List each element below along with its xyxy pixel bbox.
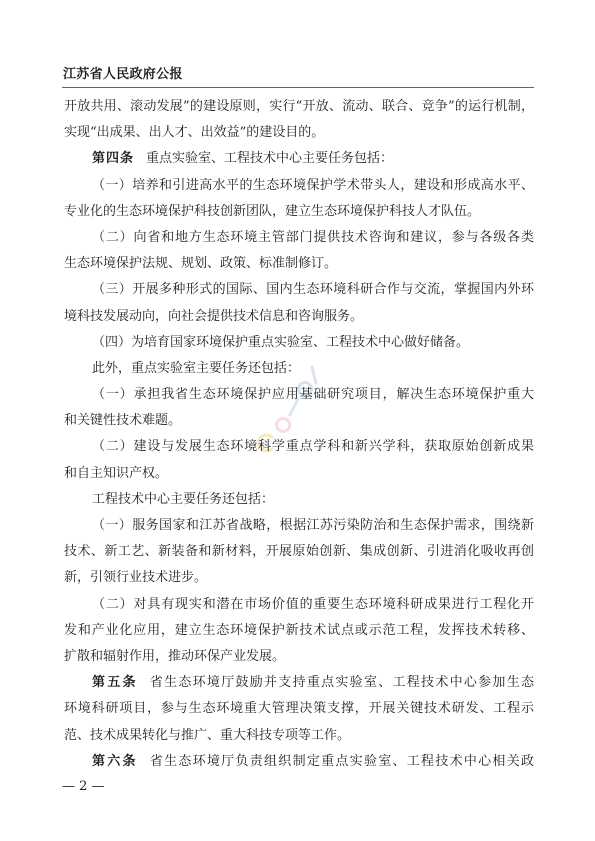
article-5 — [64, 670, 534, 749]
article-6-first-line — [64, 749, 534, 775]
text-line: 扩散和辐射作用，推动环保产业发展。 — [64, 648, 286, 664]
lab-item-2 — [64, 434, 534, 486]
text-line: （一）承担我省生态环境保护应用基础研究项目，解决生态环境保护重大 — [92, 387, 534, 403]
center-item-1 — [64, 513, 534, 592]
text-line: （四）为培育国家环境保护重点实验室、工程技术中心做好储备。 — [92, 334, 470, 350]
text-line: 省生态环境厅鼓励并支持重点实验室、工程技术中心参加生态 — [149, 675, 534, 691]
article-intro-text: 重点实验室、工程技术中心主要任务包括： — [146, 151, 394, 167]
header-divider — [62, 87, 534, 88]
text-line: 开放共用、滚动发展”的建设原则，实行“开放、流动、联合、竞争”的运行机制， — [64, 99, 534, 114]
text-line: （二）对具有现实和潜在市场价值的重要生态环境科研成果进行工程化开 — [92, 596, 534, 612]
text-line: 专业化的生态环境保护科技创新团队，建立生态环境保护科技人才队伍。 — [64, 203, 481, 219]
article-4-item-4 — [64, 330, 534, 356]
article-label: 第六条 — [92, 753, 138, 769]
text-line: （一）培养和引进高水平的生态环境保护学术带头人，建设和形成高水平、 — [92, 177, 534, 193]
article-4-item-2 — [64, 225, 534, 277]
center-item-2 — [64, 592, 534, 671]
article-4-item-3 — [64, 277, 534, 329]
text-line: 境科技发展动向，向社会提供技术信息和咨询服务。 — [64, 308, 364, 324]
text-line: 发和产业化应用，建立生态环境保护新技术试点或示范工程，发挥技术转移、 — [64, 622, 534, 638]
publication-title: 江苏省人民政府公报 — [63, 67, 183, 82]
text-line: （二）向省和地方生态环境主管部门提供技术咨询和建议，参与各级各类 — [92, 229, 534, 245]
lab-tasks-intro: 此外，重点实验室主要任务还包括： — [92, 360, 301, 376]
article-4-item-1 — [64, 173, 534, 225]
text-line: 省生态环境厅负责组织制定重点实验室、工程技术中心相关政 — [149, 753, 534, 769]
text-line: 和关键性技术难题。 — [64, 413, 182, 429]
center-tasks-intro: 工程技术中心主要任务还包括： — [92, 491, 275, 507]
text-line: （二）建设与发展生态环境科学重点学科和新兴学科，获取原始创新成果 — [92, 439, 534, 455]
text-line: 实现“出成果、出人才、出效益”的建设目的。 — [64, 125, 325, 141]
article-label: 第五条 — [92, 675, 138, 691]
text-line: （三）开展多种形式的国际、国内生态环境科研合作与交流，掌握国内外环 — [92, 282, 534, 298]
text-line: （一）服务国家和江苏省战略，根据江苏污染防治和生态保护需求，围绕新 — [92, 518, 534, 533]
article-label: 第四条 — [92, 151, 135, 167]
paragraph-continuation — [64, 94, 534, 146]
text-line: 和自主知识产权。 — [64, 465, 169, 481]
article-5-first-line — [64, 670, 534, 696]
text-line: 生态环境保护法规、规划、政策、标准制修订。 — [64, 256, 338, 272]
text-line: 新，引领行业技术进步。 — [64, 570, 208, 586]
article-4-heading — [64, 146, 534, 172]
text-line: 技术、新工艺、新装备和新材料，开展原始创新、集成创新、引进消化吸收再创 — [64, 544, 534, 560]
article-6 — [64, 749, 534, 775]
text-line: 范、技术成果转化与推广、重大科技专项等工作。 — [64, 727, 351, 743]
lab-item-1 — [64, 382, 534, 434]
text-line: 环境科研项目，参与生态环境重大管理决策支撑，开展关键技术研发、工程示 — [64, 701, 534, 717]
document-body — [64, 94, 534, 775]
page-number: — 2 — — [62, 779, 105, 794]
